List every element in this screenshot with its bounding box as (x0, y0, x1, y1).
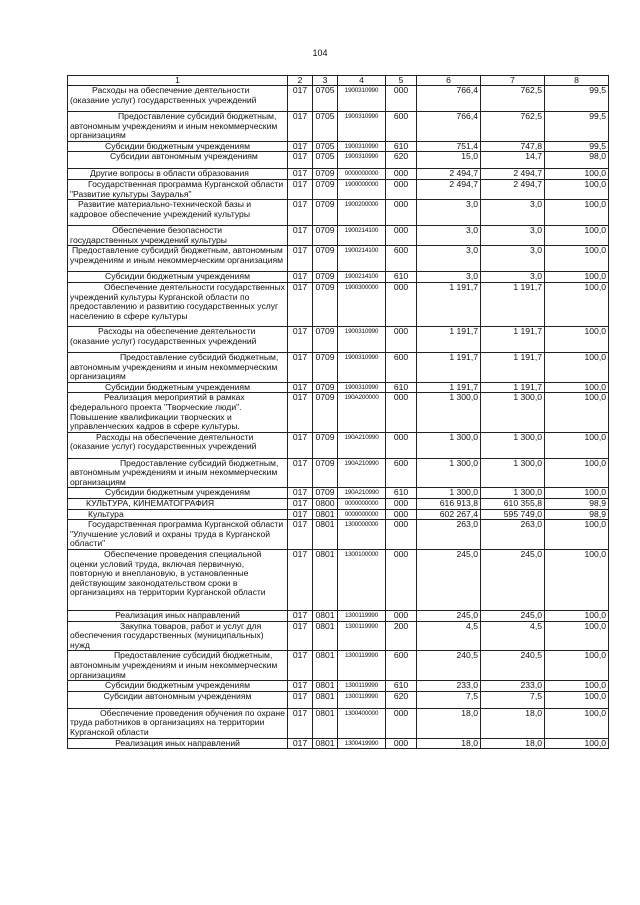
row-percent: 100,0 (545, 169, 609, 180)
header-cell: 5 (386, 76, 417, 86)
row-section-code: 0801 (313, 708, 338, 738)
row-actual-amount: 240,5 (481, 651, 545, 681)
row-target-article: 1900200000 (338, 200, 386, 226)
table-row (68, 382, 609, 393)
row-percent: 100,0 (545, 520, 609, 550)
row-actual-amount: 18,0 (481, 708, 545, 738)
row-section-code: 0801 (313, 738, 338, 749)
row-name: Субсидии бюджетным учреждениям (68, 488, 288, 499)
row-planned-amount: 7,5 (417, 691, 481, 708)
row-name: Обеспечение проведения обучения по охране труда работников в организациях на территории Курганской области (68, 708, 288, 738)
row-name: Расходы на обеспечение деятельности (оказание услуг) государственных учреждений (68, 86, 288, 112)
table-row (68, 272, 609, 283)
row-percent: 100,0 (545, 681, 609, 692)
row-expense-type: 000 (386, 432, 417, 458)
row-target-article: 1300119990 (338, 691, 386, 708)
row-actual-amount: 263,0 (481, 520, 545, 550)
row-target-article: 1900000000 (338, 179, 386, 199)
row-expense-type: 000 (386, 169, 417, 180)
row-planned-amount: 766,4 (417, 112, 481, 142)
row-name: Расходы на обеспечение деятельности (оказание услуг) государственных учреждений (68, 326, 288, 352)
row-grbs: 017 (288, 550, 313, 611)
row-section-code: 0801 (313, 509, 338, 520)
row-grbs: 017 (288, 141, 313, 152)
row-planned-amount: 263,0 (417, 520, 481, 550)
row-target-article: 1300400000 (338, 708, 386, 738)
row-actual-amount: 1 300,0 (481, 393, 545, 432)
row-actual-amount: 3,0 (481, 246, 545, 272)
row-target-article: 1900214100 (338, 246, 386, 272)
row-planned-amount: 2 494,7 (417, 179, 481, 199)
budget-table (67, 75, 609, 749)
row-target-article: 0000000000 (338, 499, 386, 510)
row-target-article: 1300100000 (338, 550, 386, 611)
table-row (68, 393, 609, 432)
table-row (68, 611, 609, 622)
row-name: Расходы на обеспечение деятельности (оказание услуг) государственных учреждений (68, 432, 288, 458)
row-name: Субсидии бюджетным учреждениям (68, 382, 288, 393)
row-planned-amount: 1 191,7 (417, 352, 481, 382)
row-actual-amount: 1 300,0 (481, 458, 545, 488)
table-row (68, 141, 609, 152)
row-grbs: 017 (288, 86, 313, 112)
row-section-code: 0709 (313, 272, 338, 283)
row-section-code: 0801 (313, 550, 338, 611)
row-grbs: 017 (288, 651, 313, 681)
row-grbs: 017 (288, 432, 313, 458)
table-row (68, 432, 609, 458)
row-grbs: 017 (288, 611, 313, 622)
row-planned-amount: 1 300,0 (417, 393, 481, 432)
row-expense-type: 000 (386, 550, 417, 611)
row-target-article: 1900310990 (338, 382, 386, 393)
row-target-article: 1900310990 (338, 326, 386, 352)
row-section-code: 0709 (313, 326, 338, 352)
table-row (68, 169, 609, 180)
table-row (68, 488, 609, 499)
row-section-code: 0801 (313, 611, 338, 622)
header-cell: 2 (288, 76, 313, 86)
row-expense-type: 620 (386, 691, 417, 708)
row-grbs: 017 (288, 382, 313, 393)
row-expense-type: 600 (386, 112, 417, 142)
row-grbs: 017 (288, 169, 313, 180)
row-expense-type: 000 (386, 326, 417, 352)
row-planned-amount: 3,0 (417, 246, 481, 272)
row-actual-amount: 245,0 (481, 611, 545, 622)
row-target-article: 1300119990 (338, 621, 386, 651)
table-row (68, 738, 609, 749)
row-percent: 100,0 (545, 226, 609, 246)
row-expense-type: 000 (386, 499, 417, 510)
table-row (68, 708, 609, 738)
row-section-code: 0709 (313, 226, 338, 246)
row-grbs: 017 (288, 393, 313, 432)
row-percent: 99,5 (545, 112, 609, 142)
row-target-article: 1900214100 (338, 272, 386, 283)
row-name: Культура (68, 509, 288, 520)
row-expense-type: 000 (386, 708, 417, 738)
row-expense-type: 610 (386, 141, 417, 152)
table-row (68, 112, 609, 142)
row-percent: 98,9 (545, 509, 609, 520)
row-expense-type: 000 (386, 393, 417, 432)
row-target-article: 1300419990 (338, 738, 386, 749)
row-section-code: 0705 (313, 152, 338, 169)
row-actual-amount: 747,8 (481, 141, 545, 152)
table-row (68, 352, 609, 382)
row-percent: 100,0 (545, 738, 609, 749)
row-target-article: 0000000000 (338, 509, 386, 520)
row-target-article: 1300119990 (338, 651, 386, 681)
row-expense-type: 600 (386, 352, 417, 382)
row-planned-amount: 3,0 (417, 272, 481, 283)
row-grbs: 017 (288, 152, 313, 169)
row-name: Реализация иных направлений (68, 738, 288, 749)
row-expense-type: 200 (386, 621, 417, 651)
row-planned-amount: 766,4 (417, 86, 481, 112)
row-percent: 100,0 (545, 393, 609, 432)
row-expense-type: 000 (386, 520, 417, 550)
row-name: Реализация мероприятий в рамках федерального проекта "Творческие люди". Повышение квалификации творческих и управленческих кадров в сфере культуры. (68, 393, 288, 432)
row-planned-amount: 245,0 (417, 550, 481, 611)
table-row (68, 86, 609, 112)
row-name: Предоставление субсидий бюджетным, автономным учреждениям и иным некоммерческим организациям (68, 246, 288, 272)
row-grbs: 017 (288, 112, 313, 142)
row-percent: 100,0 (545, 382, 609, 393)
row-name: Предоставление субсидий бюджетным, автономным учреждениям и иным некоммерческим организациям (68, 352, 288, 382)
row-percent: 99,5 (545, 141, 609, 152)
row-name: Обеспечение деятельности государственных учреждений культуры Курганской области по предоставлению и развитию государственных услуг населению в сфере культуры (68, 282, 288, 326)
row-actual-amount: 1 191,7 (481, 282, 545, 326)
row-expense-type: 600 (386, 651, 417, 681)
row-actual-amount: 762,5 (481, 112, 545, 142)
row-grbs: 017 (288, 179, 313, 199)
row-percent: 100,0 (545, 432, 609, 458)
row-name: Реализация иных направлений (68, 611, 288, 622)
row-section-code: 0709 (313, 458, 338, 488)
row-name: Предоставление субсидий бюджетным, автономным учреждениям и иным некоммерческим организациям (68, 112, 288, 142)
table-row (68, 621, 609, 651)
row-actual-amount: 2 494,7 (481, 179, 545, 199)
row-section-code: 0709 (313, 488, 338, 499)
row-section-code: 0709 (313, 352, 338, 382)
row-target-article: 190A200000 (338, 393, 386, 432)
row-target-article: 190A210990 (338, 488, 386, 499)
row-name: Субсидии бюджетным учреждениям (68, 141, 288, 152)
row-planned-amount: 18,0 (417, 708, 481, 738)
row-target-article: 1300000000 (338, 520, 386, 550)
row-expense-type: 600 (386, 246, 417, 272)
row-grbs: 017 (288, 520, 313, 550)
row-expense-type: 610 (386, 488, 417, 499)
table-row (68, 226, 609, 246)
row-name: Субсидии автономным учреждениям (68, 152, 288, 169)
table-row (68, 550, 609, 611)
row-expense-type: 620 (386, 152, 417, 169)
row-expense-type: 000 (386, 86, 417, 112)
row-percent: 100,0 (545, 611, 609, 622)
table-row (68, 458, 609, 488)
row-section-code: 0709 (313, 169, 338, 180)
row-target-article: 1900310990 (338, 352, 386, 382)
row-percent: 100,0 (545, 326, 609, 352)
row-planned-amount: 3,0 (417, 226, 481, 246)
row-section-code: 0705 (313, 141, 338, 152)
table-row (68, 326, 609, 352)
row-actual-amount: 1 191,7 (481, 352, 545, 382)
page-number: 104 (312, 48, 328, 58)
row-section-code: 0709 (313, 393, 338, 432)
row-name: Субсидии бюджетным учреждениям (68, 681, 288, 692)
header-cell: 8 (545, 76, 609, 86)
table-row (68, 179, 609, 199)
row-name: Предоставление субсидий бюджетным, автономным учреждениям и иным некоммерческим организациям (68, 651, 288, 681)
row-percent: 98,0 (545, 152, 609, 169)
row-planned-amount: 18,0 (417, 738, 481, 749)
table-row (68, 681, 609, 692)
row-grbs: 017 (288, 621, 313, 651)
row-expense-type: 610 (386, 272, 417, 283)
header-cell: 6 (417, 76, 481, 86)
row-grbs: 017 (288, 272, 313, 283)
row-planned-amount: 245,0 (417, 611, 481, 622)
row-percent: 100,0 (545, 458, 609, 488)
row-expense-type: 610 (386, 681, 417, 692)
row-target-article: 190A210990 (338, 458, 386, 488)
row-percent: 100,0 (545, 708, 609, 738)
row-target-article: 1900300000 (338, 282, 386, 326)
row-section-code: 0801 (313, 651, 338, 681)
row-target-article: 1900310990 (338, 86, 386, 112)
row-grbs: 017 (288, 691, 313, 708)
table-row (68, 282, 609, 326)
row-section-code: 0705 (313, 112, 338, 142)
row-name: Предоставление субсидий бюджетным, автономным учреждениям и иным некоммерческим организациям (68, 458, 288, 488)
header-cell: 3 (313, 76, 338, 86)
row-target-article: 190A210990 (338, 432, 386, 458)
row-planned-amount: 1 300,0 (417, 488, 481, 499)
row-percent: 100,0 (545, 352, 609, 382)
row-target-article: 1300119990 (338, 611, 386, 622)
row-section-code: 0709 (313, 246, 338, 272)
row-name: Субсидии бюджетным учреждениям (68, 272, 288, 283)
row-planned-amount: 1 191,7 (417, 382, 481, 393)
row-planned-amount: 602 267,4 (417, 509, 481, 520)
row-planned-amount: 2 494,7 (417, 169, 481, 180)
row-actual-amount: 3,0 (481, 272, 545, 283)
row-name: Государственная программа Курганской области "Улучшение условий и охраны труда в Курганской области" (68, 520, 288, 550)
row-grbs: 017 (288, 226, 313, 246)
row-percent: 100,0 (545, 488, 609, 499)
row-percent: 100,0 (545, 621, 609, 651)
row-target-article: 1900310990 (338, 152, 386, 169)
row-expense-type: 000 (386, 611, 417, 622)
row-planned-amount: 1 191,7 (417, 326, 481, 352)
row-grbs: 017 (288, 488, 313, 499)
row-expense-type: 610 (386, 382, 417, 393)
row-percent: 100,0 (545, 550, 609, 611)
row-actual-amount: 610 355,8 (481, 499, 545, 510)
header-cell: 7 (481, 76, 545, 86)
header-row (68, 76, 609, 86)
row-target-article: 0000000000 (338, 169, 386, 180)
table-row (68, 691, 609, 708)
row-actual-amount: 4,5 (481, 621, 545, 651)
row-name: Обеспечение проведения специальной оценки условий труда, включая первичную, повторную и внеплановую, в установленные действующим законодательством сроки в организациях на территории Курганской области (68, 550, 288, 611)
row-section-code: 0705 (313, 86, 338, 112)
row-name: Обеспечение безопасности государственных учреждений культуры (68, 226, 288, 246)
row-name: Субсидии автономным учреждениям (68, 691, 288, 708)
row-planned-amount: 240,5 (417, 651, 481, 681)
row-percent: 98,9 (545, 499, 609, 510)
row-grbs: 017 (288, 282, 313, 326)
row-expense-type: 000 (386, 509, 417, 520)
row-percent: 100,0 (545, 179, 609, 199)
row-percent: 99,5 (545, 86, 609, 112)
row-name: Другие вопросы в области образования (68, 169, 288, 180)
row-target-article: 1900310990 (338, 141, 386, 152)
row-grbs: 017 (288, 246, 313, 272)
row-section-code: 0709 (313, 179, 338, 199)
row-section-code: 0801 (313, 681, 338, 692)
row-actual-amount: 2 494,7 (481, 169, 545, 180)
row-actual-amount: 762,5 (481, 86, 545, 112)
row-grbs: 017 (288, 499, 313, 510)
row-grbs: 017 (288, 681, 313, 692)
row-planned-amount: 15,0 (417, 152, 481, 169)
row-section-code: 0709 (313, 382, 338, 393)
header-cell: 4 (338, 76, 386, 86)
table-row (68, 509, 609, 520)
header-cell: 1 (68, 76, 288, 86)
row-planned-amount: 1 300,0 (417, 458, 481, 488)
table-row (68, 152, 609, 169)
row-expense-type: 000 (386, 282, 417, 326)
row-planned-amount: 3,0 (417, 200, 481, 226)
row-expense-type: 000 (386, 226, 417, 246)
table-row (68, 520, 609, 550)
table-row (68, 246, 609, 272)
row-actual-amount: 3,0 (481, 200, 545, 226)
row-target-article: 1900310990 (338, 112, 386, 142)
row-name: КУЛЬТУРА, КИНЕМАТОГРАФИЯ (68, 499, 288, 510)
row-target-article: 1300119990 (338, 681, 386, 692)
row-grbs: 017 (288, 326, 313, 352)
table-row (68, 651, 609, 681)
row-grbs: 017 (288, 200, 313, 226)
row-target-article: 1900214100 (338, 226, 386, 246)
row-planned-amount: 616 913,8 (417, 499, 481, 510)
row-actual-amount: 1 300,0 (481, 488, 545, 499)
row-name: Закупка товаров, работ и услуг для обеспечения государственных (муниципальных) нужд (68, 621, 288, 651)
row-percent: 100,0 (545, 651, 609, 681)
row-planned-amount: 751,4 (417, 141, 481, 152)
row-expense-type: 000 (386, 738, 417, 749)
row-actual-amount: 1 191,7 (481, 326, 545, 352)
row-expense-type: 000 (386, 179, 417, 199)
row-planned-amount: 1 300,0 (417, 432, 481, 458)
row-actual-amount: 1 191,7 (481, 382, 545, 393)
row-grbs: 017 (288, 458, 313, 488)
row-expense-type: 000 (386, 200, 417, 226)
table-row (68, 200, 609, 226)
row-grbs: 017 (288, 509, 313, 520)
row-section-code: 0801 (313, 691, 338, 708)
row-section-code: 0709 (313, 432, 338, 458)
row-grbs: 017 (288, 708, 313, 738)
row-actual-amount: 7,5 (481, 691, 545, 708)
row-grbs: 017 (288, 352, 313, 382)
row-actual-amount: 14,7 (481, 152, 545, 169)
row-percent: 100,0 (545, 200, 609, 226)
row-section-code: 0801 (313, 621, 338, 651)
row-section-code: 0800 (313, 499, 338, 510)
row-percent: 100,0 (545, 282, 609, 326)
row-actual-amount: 1 300,0 (481, 432, 545, 458)
row-expense-type: 600 (386, 458, 417, 488)
row-name: Развитие материально-технической базы и кадровое обеспечение учреждений культуры (68, 200, 288, 226)
row-planned-amount: 1 191,7 (417, 282, 481, 326)
row-actual-amount: 595 749,0 (481, 509, 545, 520)
row-section-code: 0709 (313, 200, 338, 226)
row-actual-amount: 18,0 (481, 738, 545, 749)
row-section-code: 0709 (313, 282, 338, 326)
row-percent: 100,0 (545, 691, 609, 708)
row-section-code: 0801 (313, 520, 338, 550)
row-actual-amount: 245,0 (481, 550, 545, 611)
row-planned-amount: 4,5 (417, 621, 481, 651)
row-planned-amount: 233,0 (417, 681, 481, 692)
row-actual-amount: 233,0 (481, 681, 545, 692)
table-row (68, 499, 609, 510)
row-name: Государственная программа Курганской области "Развитие культуры Зауралья" (68, 179, 288, 199)
row-actual-amount: 3,0 (481, 226, 545, 246)
row-percent: 100,0 (545, 272, 609, 283)
row-percent: 100,0 (545, 246, 609, 272)
row-grbs: 017 (288, 738, 313, 749)
